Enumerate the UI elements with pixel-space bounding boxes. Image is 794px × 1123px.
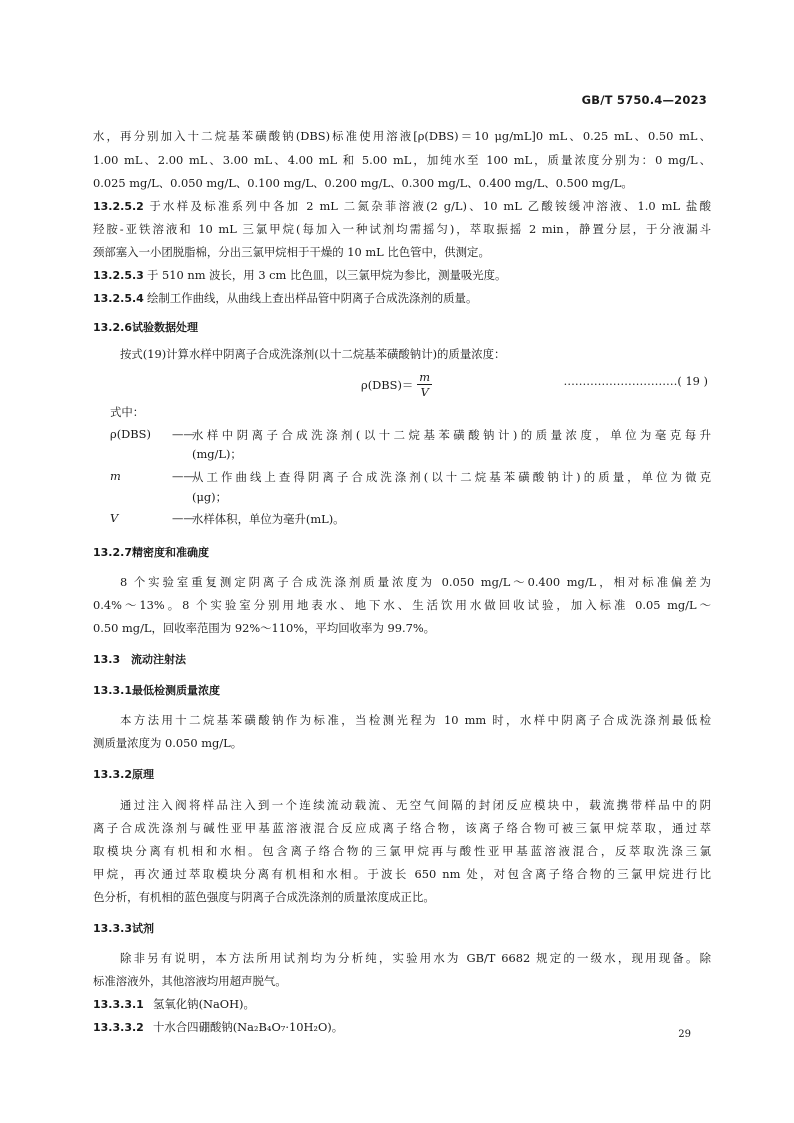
body-line: 离子合成洗涤剂与碱性亚甲基蓝溶液混合反应成离子络合物，该离子络合物可被三氯甲烷萃取，通过萃 xyxy=(93,821,711,835)
clause-text: 十水合四硼酸钠(Na₂B₄O₇·10H₂O)。 xyxy=(153,1020,344,1034)
clause-13-3-3-1 xyxy=(93,996,711,1013)
clause-number: 13.3.3.2 xyxy=(93,1021,144,1034)
var-description: 从工作曲线上查得阴离子合成洗涤剂(以十二烷基苯磺酸钠计)的质量，单位为微克 xyxy=(192,470,711,484)
clause-text: 于水样及标准系列中各加 2 mL 二氮杂菲溶液(2 g/L)、10 mL 乙酸铵缓冲溶液、1.0 mL 盐酸 xyxy=(147,199,711,213)
calc-intro: 按式(19)计算水样中阴离子合成洗涤剂(以十二烷基苯磺酸钠计)的质量浓度： xyxy=(120,347,506,361)
formula-19 xyxy=(361,370,432,399)
var-description: 水样体积，单位为毫升(mL)。 xyxy=(192,512,345,526)
formula-lhs: ρ(DBS)＝ xyxy=(361,377,414,392)
formula-denominator: V xyxy=(420,385,429,399)
where-label: 式中： xyxy=(110,405,145,419)
formula-fraction xyxy=(417,370,432,399)
clause-text: 氢氧化钠(NaOH)。 xyxy=(153,997,255,1011)
clause-13-2-5-3 xyxy=(93,267,711,284)
section-heading-13-3: 13.3 流动注射法 xyxy=(93,653,186,666)
clause-number: 13.2.5.3 xyxy=(93,269,144,282)
body-line: 测质量浓度为 0.050 mg/L。 xyxy=(93,736,243,750)
body-line: 0.4%～13%。8 个实验室分别用地表水、地下水、生活饮用水做回收试验，加入标准 0.05 mg/L～ xyxy=(93,598,711,612)
section-heading-13-3-2: 13.3.2原理 xyxy=(93,768,154,781)
clause-13-3-3-2 xyxy=(93,1019,711,1036)
standard-code-header: GB/T 5750.4—2023 xyxy=(581,93,707,107)
var-description: 水样中阴离子合成洗涤剂(以十二烷基苯磺酸钠计)的质量浓度，单位为毫克每升 xyxy=(192,428,711,442)
section-heading-13-2-7: 13.2.7精密度和准确度 xyxy=(93,546,209,559)
section-heading-13-2-6: 13.2.6试验数据处理 xyxy=(93,321,198,334)
body-line: 取模块分离有机相和水相。包含离子络合物的三氯甲烷再与酸性亚甲基蓝溶液混合，反萃取洗涤三氯 xyxy=(93,844,711,858)
clause-text: 绘制工作曲线，从曲线上查出样品管中阴离子合成洗涤剂的质量。 xyxy=(147,291,478,305)
body-line: 0.025 mg/L、0.050 mg/L、0.100 mg/L、0.200 mg/L、0.300 mg/L、0.400 mg/L、0.500 mg/L。 xyxy=(93,176,633,190)
clause-text: 于 510 nm 波长，用 3 cm 比色皿，以三氯甲烷为参比，测量吸光度。 xyxy=(147,268,507,282)
clause-13-2-5-4 xyxy=(93,290,711,307)
clause-number: 13.2.5.4 xyxy=(93,292,144,305)
page-number: 29 xyxy=(678,1029,691,1040)
var-description: (mg/L)； xyxy=(192,447,242,461)
body-line: 标准溶液外，其他溶液均用超声脱气。 xyxy=(93,974,287,988)
body-line: 甲烷，再次通过萃取模块分离有机相和水相。于波长 650 nm 处，对包含离子络合物的三氯甲烷进行比 xyxy=(93,867,711,881)
var-symbol: V xyxy=(110,511,119,525)
body-line: 颈部塞入一小团脱脂棉，分出三氯甲烷相于干燥的 10 mL 比色管中，供测定。 xyxy=(93,245,490,259)
body-line: 通过注入阀将样品注入到一个连续流动载流、无空气间隔的封闭反应模块中，载流携带样品中的阴 xyxy=(120,798,711,812)
body-line: 0.50 mg/L，回收率范围为 92%～110%，平均回收率为 99.7%。 xyxy=(93,621,436,635)
body-line: 本方法用十二烷基苯磺酸钠作为标准，当检测光程为 10 mm 时，水样中阴离子合成洗涤剂最低检 xyxy=(120,713,711,727)
var-symbol: m xyxy=(110,469,121,483)
body-line: 8 个实验室重复测定阴离子合成洗涤剂质量浓度为 0.050 mg/L～0.400 mg/L，相对标准偏差为 xyxy=(120,575,711,589)
var-dash: —— xyxy=(172,511,195,525)
body-line: 水，再分别加入十二烷基苯磺酸钠(DBS)标准使用溶液[ρ(DBS)＝10 μg/mL]0 mL、0.25 mL、0.50 mL、 xyxy=(93,129,711,143)
clause-number: 13.2.5.2 xyxy=(93,200,144,213)
section-heading-13-3-3: 13.3.3试剂 xyxy=(93,922,154,935)
clause-number: 13.3.3.1 xyxy=(93,998,144,1011)
body-line: 1.00 mL、2.00 mL、3.00 mL、4.00 mL 和 5.00 mL，加纯水至 100 mL，质量浓度分别为：0 mg/L、 xyxy=(93,153,711,167)
body-line: 除非另有说明，本方法所用试剂均为分析纯，实验用水为 GB/T 6682 规定的一级水，现用现备。除 xyxy=(120,951,711,965)
var-dash: —— xyxy=(172,469,195,483)
body-line: 羟胺-亚铁溶液和 10 mL 三氯甲烷(每加入一种试剂均需摇匀)，萃取振摇 2 min，静置分层，于分液漏斗 xyxy=(93,222,711,236)
body-line: 色分析，有机相的蓝色强度与阴离子合成洗涤剂的质量浓度成正比。 xyxy=(93,890,435,904)
var-description: (μg)； xyxy=(192,490,227,504)
var-symbol: ρ(DBS) xyxy=(110,427,151,441)
section-heading-13-3-1: 13.3.1最低检测质量浓度 xyxy=(93,684,220,697)
equation-number: …………………………( 19 ) xyxy=(563,374,708,388)
formula-numerator: m xyxy=(419,370,431,384)
clause-13-2-5-2 xyxy=(93,198,711,215)
var-dash: —— xyxy=(172,427,195,441)
